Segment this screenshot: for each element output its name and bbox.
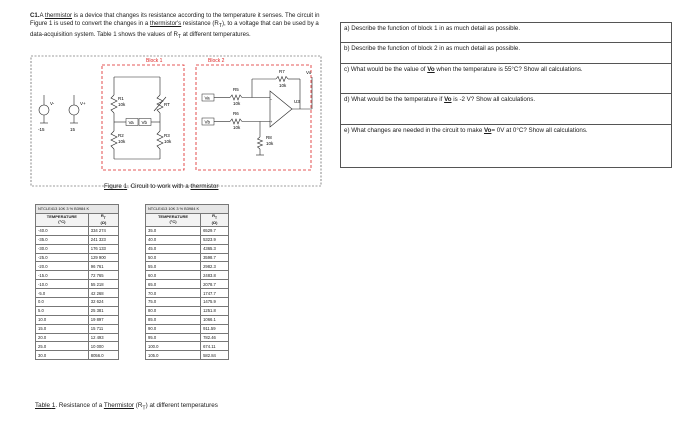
resistance-cell: 582.84	[201, 351, 229, 360]
r6-label: R6	[233, 111, 239, 116]
table-caption	[35, 402, 218, 411]
table-row	[146, 253, 229, 262]
resistance-cell: 15 711	[88, 324, 118, 333]
resistance-cell: 782.46	[201, 333, 229, 342]
table-row	[146, 280, 229, 289]
block1-box	[102, 65, 184, 170]
question-label: C1.	[30, 12, 40, 19]
block1-label: Block 1	[146, 58, 163, 64]
intro-text-b: is a device that changes its resistance according to the temperature it senses. The circuit in Figure 1 is used to convert the changes in a	[30, 12, 320, 28]
table-row	[36, 226, 119, 235]
table-row	[36, 280, 119, 289]
resistance-cell: 2078.7	[201, 280, 229, 289]
table-row	[146, 315, 229, 324]
r8-value: 10k	[266, 141, 274, 146]
table-row	[146, 298, 229, 307]
temperature-cell: -20.0	[36, 262, 89, 271]
figure-caption-rest: . Circuit to work with a	[127, 183, 191, 190]
resistance-cell: 8056.0	[88, 351, 118, 360]
block2-box	[196, 65, 311, 170]
vb-label: Vb	[141, 119, 148, 125]
table-caption-text: . Resistance of a	[55, 402, 104, 409]
table-row	[36, 289, 119, 298]
resistance-cell: 2982.3	[201, 262, 229, 271]
resistance-cell: 176 133	[88, 244, 118, 253]
resistance-cell: 19 897	[88, 315, 118, 324]
resistance-cell: 42 268	[88, 289, 118, 298]
thermistor-link[interactable]: thermistor	[44, 12, 72, 19]
temp-header: TEMPERATURE (°C)	[146, 213, 201, 226]
intro-text-d: ), to a voltage that can be used by a data-acquisition system. Table 1 shows the values of R	[30, 20, 319, 38]
question-c[interactable]: c) What would be the value of Vo when the temperature is 55°C? Show all calculations.	[341, 64, 671, 94]
table-row	[36, 306, 119, 315]
table-caption-sub: T	[142, 405, 146, 412]
resistance-cell: 1251.8	[201, 306, 229, 315]
table-row	[36, 333, 119, 342]
temperature-cell: 60.0	[146, 271, 201, 280]
m15-label: -15	[38, 127, 45, 132]
table-row	[36, 253, 119, 262]
r7-label: R7	[279, 69, 285, 74]
intro-text-a: A	[39, 12, 45, 19]
question-b[interactable]: b) Describe the function of block 2 in as much detail as possible.	[341, 43, 671, 64]
intro-text-e: at different temperatures.	[181, 30, 251, 38]
resistance-cell: 55 218	[88, 280, 118, 289]
table-caption-text-3: ) at different temperatures	[145, 402, 218, 409]
resistance-cell: 1066.1	[201, 315, 229, 324]
vb-input-label: Vb	[204, 119, 211, 125]
rt-subscript-2: T	[177, 33, 182, 40]
resistance-cell: 911.59	[201, 324, 229, 333]
temperature-cell: 55.0	[146, 262, 201, 271]
thermistor-table-right	[145, 204, 229, 360]
temperature-cell: 95.0	[146, 333, 201, 342]
resistance-cell: 4365.3	[201, 244, 229, 253]
temp-header: TEMPERATURE (°C)	[36, 213, 89, 226]
table-row	[146, 351, 229, 360]
va-label: Va	[128, 119, 134, 125]
resistance-cell: 674.11	[201, 342, 229, 351]
temperature-cell: 85.0	[146, 315, 201, 324]
figure-thermistor-link[interactable]: thermistor	[190, 183, 219, 190]
temperature-cell: 5.0	[36, 306, 89, 315]
temperature-cell: 10.0	[36, 315, 89, 324]
table-word: Table	[35, 402, 52, 409]
intro-paragraph	[30, 12, 322, 41]
resistance-cell: 72 765	[88, 271, 118, 280]
r7-value: 10k	[279, 83, 287, 88]
temperature-cell: 20.0	[36, 333, 89, 342]
table-thermistor-link[interactable]: Thermistor	[103, 402, 134, 409]
resistance-cell: 334 274	[88, 226, 118, 235]
temperature-cell: 50.0	[146, 253, 201, 262]
temperature-cell: -10.0	[36, 280, 89, 289]
resistance-cell: 129 900	[88, 253, 118, 262]
temperature-cell: 40.0	[146, 235, 201, 244]
table-row	[36, 298, 119, 307]
r5-label: R5	[233, 87, 239, 92]
r5-value: 10k	[233, 101, 241, 106]
intro-text-c: resistance (R	[181, 20, 219, 28]
table-row	[36, 315, 119, 324]
figure-caption	[104, 183, 218, 190]
rt-header: $R_T$ (Ω)	[201, 213, 229, 226]
r3-value: 10k	[164, 139, 172, 144]
noninv-sign: +	[270, 119, 273, 124]
temperature-cell: 0.0	[36, 298, 89, 307]
resistance-cell: 5323.9	[201, 235, 229, 244]
rt-header: $R_T$ (Ω)	[88, 213, 118, 226]
va-input-label: Va	[204, 95, 210, 101]
rt-subscript: T	[218, 23, 222, 30]
question-e[interactable]: e) What changes are needed in the circuit to make Vo= 0V at 0°C? Show all calculations.	[344, 127, 588, 134]
temperature-cell: 15.0	[36, 324, 89, 333]
opamp-u3	[270, 91, 292, 127]
temperature-cell: 35.0	[146, 226, 201, 235]
resistance-cell: 1475.9	[201, 298, 229, 307]
r1-value: 10k	[118, 102, 126, 107]
p15-label: 15	[70, 127, 76, 132]
table-row	[146, 262, 229, 271]
vminus-label: V-	[50, 101, 55, 106]
figure-word: Figure	[104, 183, 124, 190]
table-row	[36, 351, 119, 360]
vo-label: Vo	[306, 70, 312, 75]
r8-label: R8	[266, 135, 272, 140]
temperature-cell: 45.0	[146, 244, 201, 253]
thermistor-table-left	[35, 204, 119, 360]
circuit-diagram	[30, 55, 322, 187]
resistance-cell: 25 381	[88, 306, 118, 315]
questions-panel	[340, 22, 672, 168]
table-title: NTCLE413 10K 3 % B3984 K	[36, 205, 119, 214]
temperature-cell: 30.0	[36, 351, 89, 360]
table-row	[36, 235, 119, 244]
r3-label: R3	[164, 133, 170, 138]
resistance-cell: 32 624	[88, 298, 118, 307]
table-row	[146, 235, 229, 244]
temperature-cell: -35.0	[36, 235, 89, 244]
figure-num: 1	[123, 183, 128, 190]
r1-label: R1	[118, 96, 124, 101]
resistance-cell: 1747.7	[201, 289, 229, 298]
temperature-cell: -25.0	[36, 253, 89, 262]
source-vplus	[69, 95, 79, 123]
temperature-cell: 65.0	[146, 280, 201, 289]
bridge-wires	[111, 77, 166, 159]
table-caption-text-2: (R	[133, 402, 143, 409]
table-title: NTCLE413 10K 3 % B3984 K	[146, 205, 229, 214]
thermistor-link-2[interactable]: thermistor's	[149, 20, 182, 28]
table-row	[36, 271, 119, 280]
temperature-cell: 90.0	[146, 324, 201, 333]
table-row	[146, 306, 229, 315]
table-row	[146, 289, 229, 298]
temperature-cell: -30.0	[36, 244, 89, 253]
r2-label: R2	[118, 133, 124, 138]
resistance-cell: 12 493	[88, 333, 118, 342]
table-row	[146, 226, 229, 235]
inv-sign: −	[270, 97, 273, 102]
diffamp-wires	[214, 77, 312, 156]
question-a[interactable]: a) Describe the function of block 1 in as much detail as possible.	[341, 23, 671, 43]
table-row	[36, 342, 119, 351]
resistance-cell: 6529.7	[201, 226, 229, 235]
source-vminus	[39, 95, 49, 123]
table-row	[146, 244, 229, 253]
table-row	[146, 342, 229, 351]
resistance-cell: 10 000	[88, 342, 118, 351]
resistance-cell: 2483.8	[201, 271, 229, 280]
table-row	[36, 244, 119, 253]
question-d[interactable]: d) What would be the temperature if Vo is -2 V? Show all calculations.	[341, 94, 671, 125]
block2-label: Block 2	[208, 58, 225, 64]
resistance-cell: 3598.7	[201, 253, 229, 262]
temperature-cell: -40.0	[36, 226, 89, 235]
table-row	[146, 271, 229, 280]
r6-value: 10k	[233, 125, 241, 130]
temperature-cell: 80.0	[146, 306, 201, 315]
u3-label: U3	[294, 99, 300, 104]
table-row	[146, 324, 229, 333]
temperature-cell: 105.0	[146, 351, 201, 360]
table-row	[36, 262, 119, 271]
temperature-cell: 25.0	[36, 342, 89, 351]
table-row	[36, 324, 119, 333]
vplus-label: V+	[80, 101, 86, 106]
temperature-cell: -5.0	[36, 289, 89, 298]
rt-label: RT	[164, 102, 170, 107]
table-row	[146, 333, 229, 342]
r2-value: 10k	[118, 139, 126, 144]
temperature-cell: 70.0	[146, 289, 201, 298]
temperature-cell: -15.0	[36, 271, 89, 280]
resistance-cell: 241 323	[88, 235, 118, 244]
temperature-cell: 100.0	[146, 342, 201, 351]
table-num: 1	[51, 402, 56, 409]
resistance-cell: 96 761	[88, 262, 118, 271]
temperature-cell: 75.0	[146, 298, 201, 307]
